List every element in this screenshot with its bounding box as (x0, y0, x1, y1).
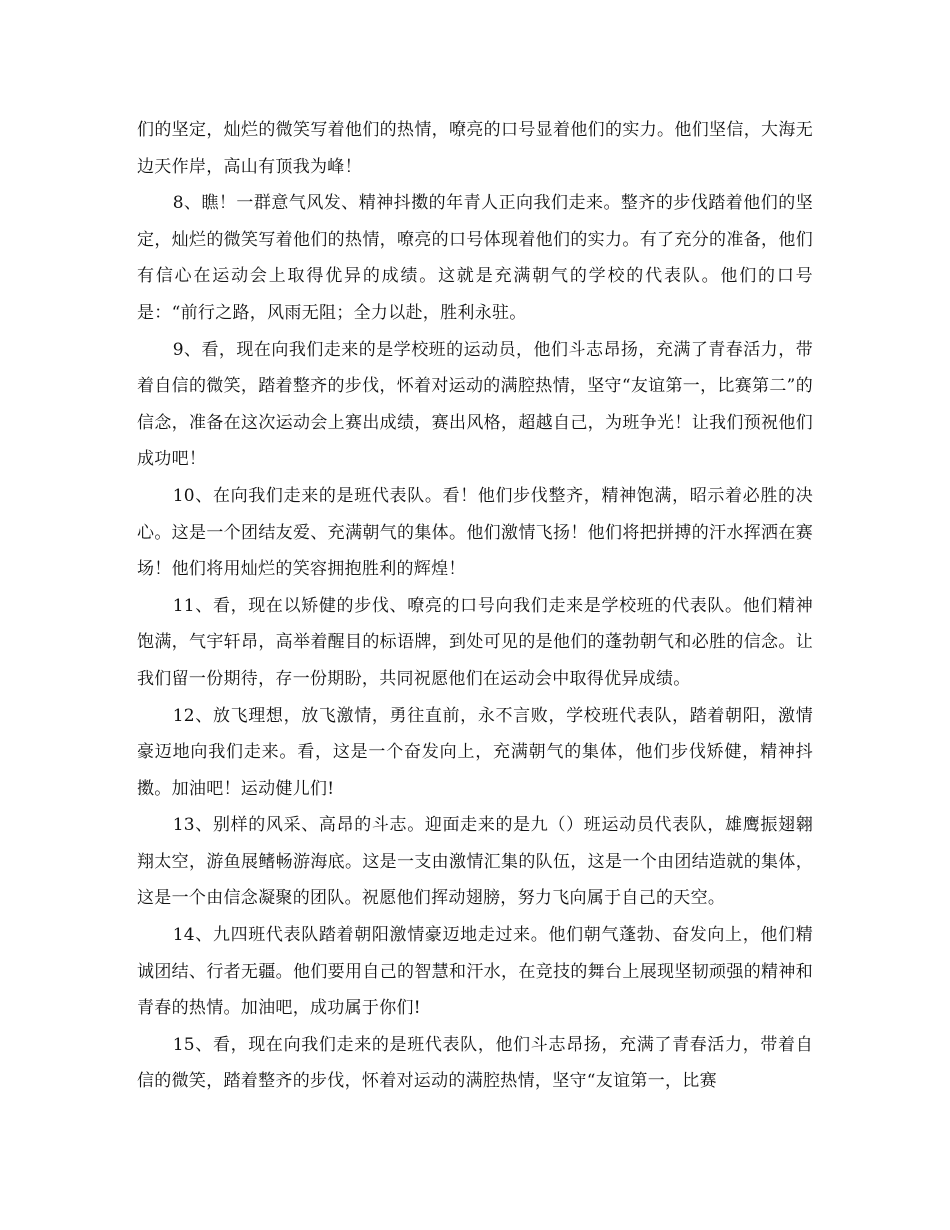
paragraph-item-13: 13、别样的风采、高昂的斗志。迎面走来的是九（）班运动员代表队，雄鹰振翅翱翔太空，游鱼展鳍畅游海底。这是一支由激情汇集的队伍，这是一个由团结造就的集体，这是一个由信念凝聚的团队。祝愿他们挥动翅膀，努力飞向属于自己的天空。 (137, 815, 813, 909)
paragraph-item-9: 9、看，现在向我们走来的是学校班的运动员，他们斗志昂扬，充满了青春活力，带着自信的微笑，踏着整齐的步伐，怀着对运动的满腔热情，坚守“友谊第一，比赛第二”的信念，准备在这次运动会上赛出成绩，赛出风格，超越自己，为班争光！让我们预祝他们成功吧！ (137, 339, 813, 470)
paragraph-item-14: 14、九四班代表队踏着朝阳激情豪迈地走过来。他们朝气蓬勃、奋发向上，他们精诚团结、行者无疆。他们要用自己的智慧和汗水，在竞技的舞台上展现坚韧顽强的精神和青春的热情。加油吧，成功属于你们! (137, 925, 813, 1019)
document-body (137, 112, 813, 1100)
paragraph-item-10: 10、在向我们走来的是班代表队。看！他们步伐整齐，精神饱满，昭示着必胜的决心。这是一个团结友爱、充满朝气的集体。他们激情飞扬！他们将把拼搏的汗水挥洒在赛场！他们将用灿烂的笑容拥抱胜利的辉煌！ (137, 485, 813, 580)
paragraph-item-11: 11、看，现在以矫健的步伐、嘹亮的口号向我们走来是学校班的代表队。他们精神饱满，气宇轩昂，高举着醒目的标语牌，到处可见的是他们的蓬勃朝气和必胜的信念。让我们留一份期待，存一份期盼，共同祝愿他们在运动会中取得优异成绩。 (137, 595, 813, 689)
paragraph-item-8: 8、瞧！一群意气风发、精神抖擞的年青人正向我们走来。整齐的步伐踏着他们的坚定，灿烂的微笑写着他们的热情，嘹亮的口号体现着他们的实力。有了充分的准备，他们有信心在运动会上取得优异的成绩。这就是充满朝气的学校的代表队。他们的口号是：“前行之路，风雨无阻；全力以赴，胜利永驻。 (137, 193, 813, 323)
paragraph-continuation: 们的坚定，灿烂的微笑写着他们的热情，嘹亮的口号显着他们的实力。他们坚信，大海无边天作岸，高山有顶我为峰！ (137, 120, 813, 177)
paragraph-item-12: 12、放飞理想，放飞激情，勇往直前，永不言败，学校班代表队，踏着朝阳，激情豪迈地向我们走来。看，这是一个奋发向上，充满朝气的集体，他们步伐矫健，精神抖擞。加油吧！运动健儿们! (137, 705, 813, 799)
paragraph-item-15: 15、看，现在向我们走来的是班代表队，他们斗志昂扬，充满了青春活力，带着自信的微笑，踏着整齐的步伐，怀着对运动的满腔热情，坚守“友谊第一，比赛 (137, 1034, 813, 1092)
